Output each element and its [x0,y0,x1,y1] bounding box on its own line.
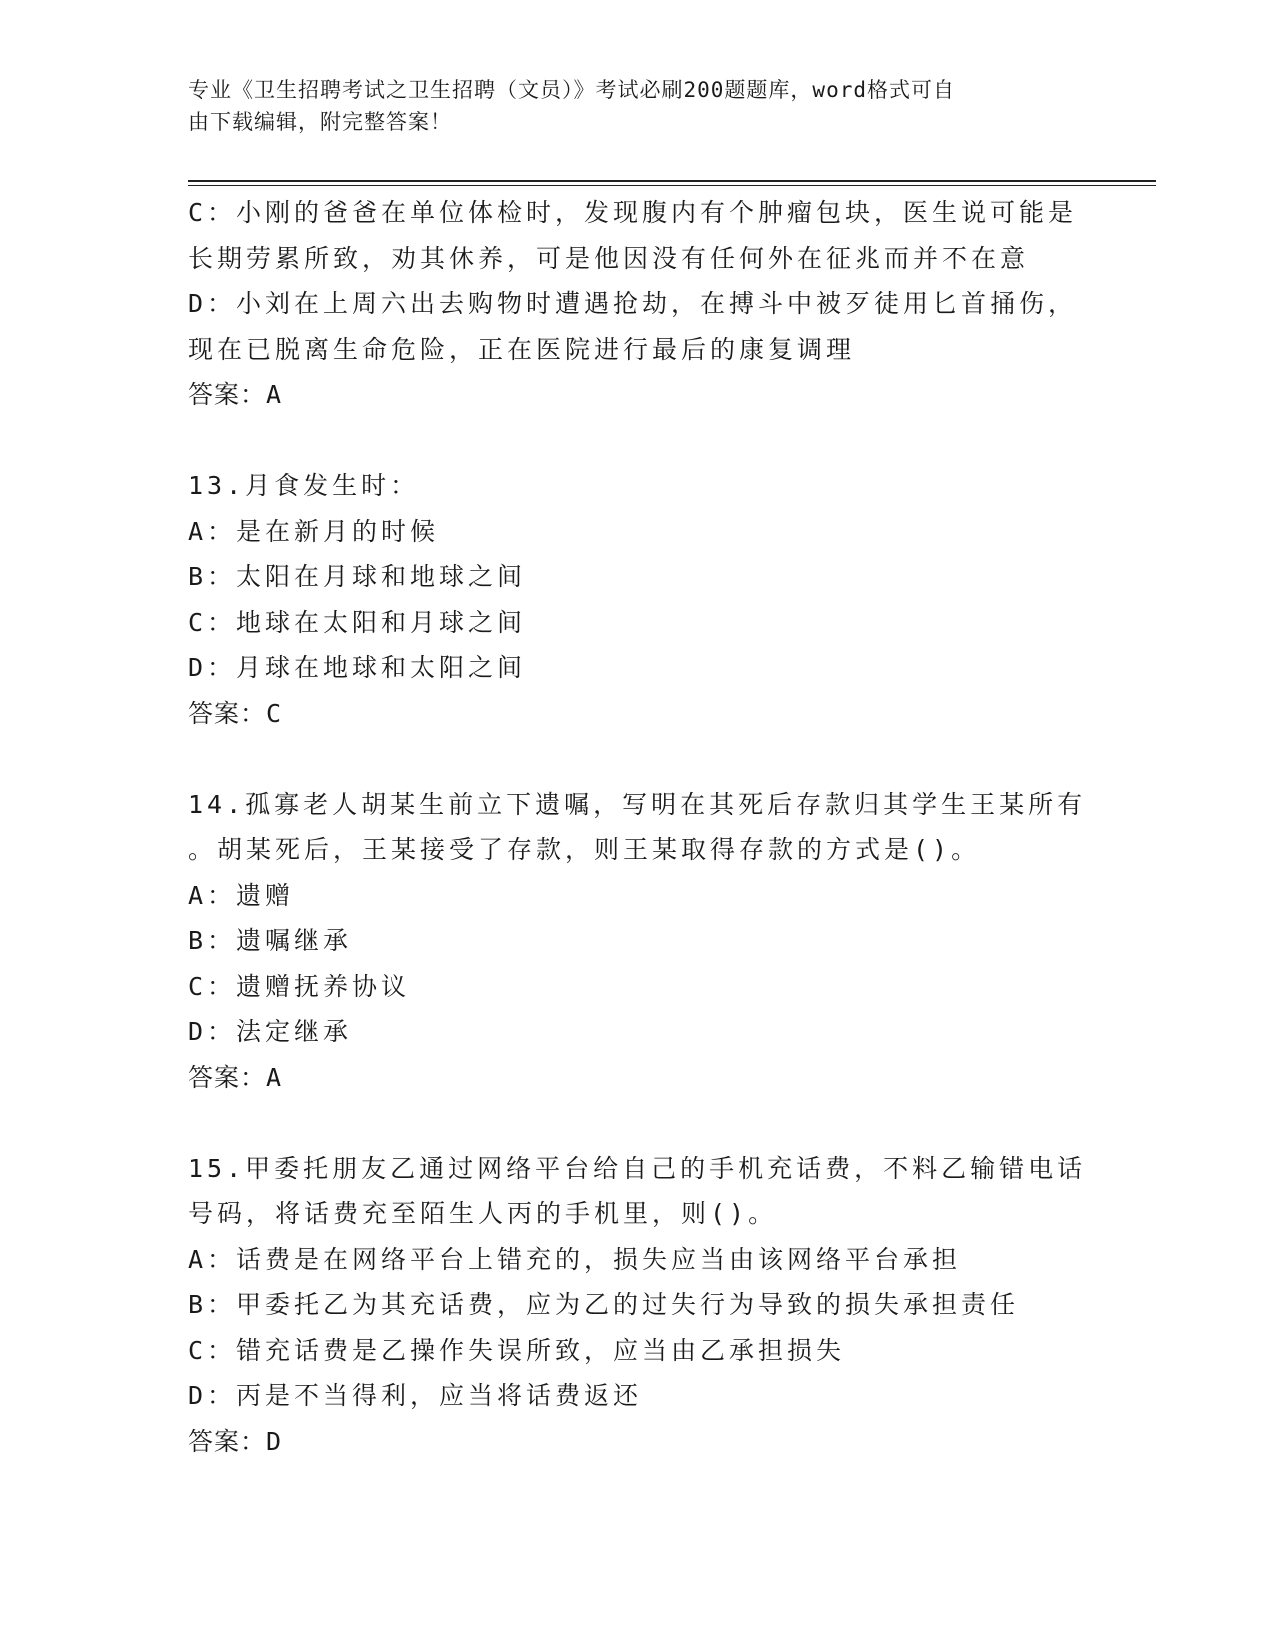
option-a: A：是在新月的时候 [188,516,440,546]
answer: 答案：A [188,380,283,409]
question-stem: 13.月食发生时： [188,471,420,500]
answer: 答案：C [188,698,283,728]
option-b: B：太阳在月球和地球之间 [188,562,527,591]
option-c-line-2: 长期劳累所致，劝其休养，可是他因没有任何外在征兆而并不在意 [188,243,1030,273]
option-a: A：话费是在网络平台上错充的，损失应当由该网络平台承担 [188,1244,962,1274]
option-c-line-1: C：小刚的爸爸在单位体检时，发现腹内有个肿瘤包块，医生说可能是 [188,198,1078,227]
option-d: D：月球在地球和太阳之间 [188,653,527,682]
answer: 答案：A [188,1062,283,1092]
spacer [188,418,1088,464]
question-13 [188,463,1088,736]
option-d-line-1: D：小刘在上周六出去购物时遭遇抢劫，在搏斗中被歹徒用匕首捅伤， [188,289,1078,318]
prev-question [188,190,1088,418]
option-a: A：遗赠 [188,880,295,910]
option-c: C：遗赠抚养协议 [188,971,411,1001]
spacer [188,1100,1088,1146]
option-c: C：错充话费是乙操作失误所致，应当由乙承担损失 [188,1335,846,1365]
question-stem-line-2: 。胡某死后，王某接受了存款，则王某取得存款的方式是()。 [188,835,981,864]
option-d: D：丙是不当得利，应当将话费返还 [188,1381,643,1410]
question-stem-line-1: 14.孤寡老人胡某生前立下遗嘱，写明在其死后存款归其学生王某所有 [188,789,1087,819]
answer: 答案：D [188,1426,283,1456]
option-d: D：法定继承 [188,1017,353,1046]
document-header [188,74,1068,138]
spacer [188,736,1088,782]
header-line-1: 专业《卫生招聘考试之卫生招聘（文员）》考试必刷200题题库，word格式可自 [188,78,955,102]
header-divider-thick [188,180,1156,182]
option-b: B：遗嘱继承 [188,926,353,955]
option-d-line-2: 现在已脱离生命危险，正在医院进行最后的康复调理 [188,334,856,364]
question-content [188,190,1088,1464]
question-14 [188,782,1088,1101]
option-b: B：甲委托乙为其充话费，应为乙的过失行为导致的损失承担责任 [188,1290,1020,1319]
header-divider-thin [188,185,1156,186]
header-line-2: 由下载编辑，附完整答案！ [188,110,452,134]
option-c: C：地球在太阳和月球之间 [188,607,527,637]
question-15 [188,1146,1088,1465]
question-stem-line-2: 号码，将话费充至陌生人丙的手机里，则()。 [188,1199,778,1228]
question-stem-line-1: 15.甲委托朋友乙通过网络平台给自己的手机充话费，不料乙输错电话 [188,1153,1087,1183]
